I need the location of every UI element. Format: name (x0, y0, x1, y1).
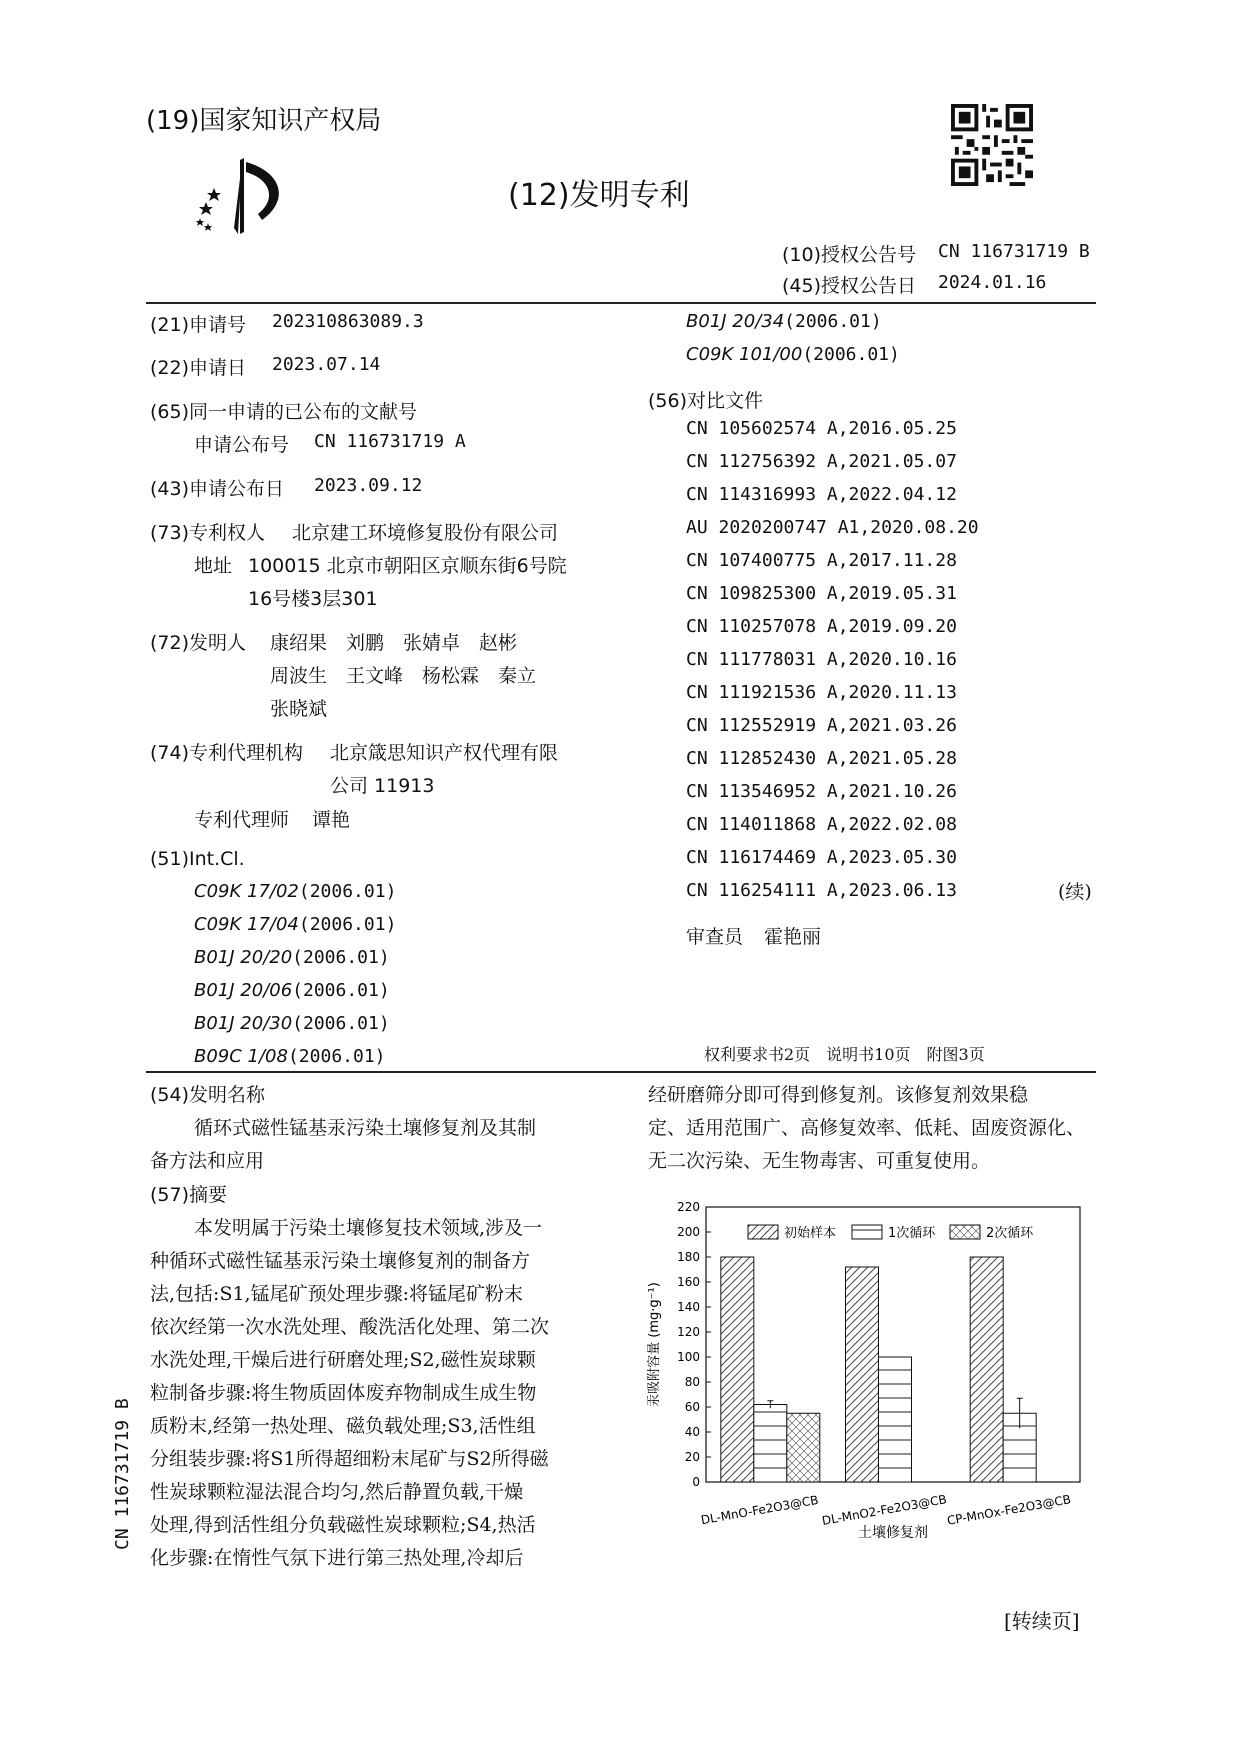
qr-code-icon (951, 104, 1033, 186)
y-axis-label: 汞吸附容量 (mg·g⁻¹) (647, 1282, 662, 1407)
abstract-line: 性炭球颗粒湿法混合均匀,然后静置负载,干燥 (150, 1481, 524, 1503)
address-label: 地址 (194, 555, 233, 577)
agent-label: 专利代理师 (194, 809, 290, 831)
abstract-line: 定、适用范围广、高修复效率、低耗、固废资源化、 (648, 1117, 1086, 1139)
reference-item: CN 114316993 A,2022.04.12 (686, 484, 957, 505)
page-counts: 权利要求书2页 说明书10页 附图3页 (704, 1045, 985, 1064)
grant-pub-no: CN 116731719 B (938, 241, 1090, 262)
legend-swatch (950, 1225, 980, 1239)
agent: 谭艳 (312, 809, 351, 831)
reference-item: AU 2020200747 A1,2020.08.20 (686, 517, 979, 538)
y-tick-label: 160 (677, 1275, 700, 1289)
examiner-label: 审查员 (686, 926, 744, 948)
bar (846, 1267, 879, 1482)
y-tick-label: 120 (677, 1325, 700, 1339)
title-line-2: 备方法和应用 (150, 1150, 265, 1172)
ipc-line: C09K 17/04(2006.01) (194, 914, 397, 935)
x-tick-label: CP-MnOx-Fe2O3@CB (945, 1492, 1072, 1528)
app-date-label: (22)申请日 (150, 357, 247, 379)
reference-item: CN 111778031 A,2020.10.16 (686, 649, 957, 670)
abstract-label: (57)摘要 (150, 1184, 228, 1206)
bar (787, 1413, 820, 1482)
reference-item: CN 112852430 A,2021.05.28 (686, 748, 957, 769)
prior-pub-label: (65)同一申请的已公布的文献号 (150, 401, 418, 423)
reference-item: CN 107400775 A,2017.11.28 (686, 550, 957, 571)
patentee: 北京建工环境修复股份有限公司 (292, 522, 559, 544)
y-tick-label: 180 (677, 1250, 700, 1264)
agency-label: (74)专利代理机构 (150, 742, 304, 764)
y-tick-label: 100 (677, 1350, 700, 1364)
grant-pub-date-label: (45)授权公告日 (782, 275, 917, 297)
mid-rule (146, 1071, 1096, 1073)
bar (754, 1405, 787, 1483)
legend-label: 初始样本 (784, 1226, 837, 1241)
ipc-line: B01J 20/34(2006.01) (686, 311, 882, 332)
side-publication-number: CN 116731719 B (112, 1398, 133, 1550)
y-tick-label: 60 (684, 1400, 700, 1414)
reference-item: CN 116254111 A,2023.06.13 (686, 880, 957, 901)
y-tick-label: 200 (677, 1225, 700, 1239)
y-tick-label: 140 (677, 1300, 700, 1314)
ipc-line: B01J 20/30(2006.01) (194, 1013, 390, 1034)
grant-pub-date: 2024.01.16 (938, 272, 1047, 293)
x-tick-label: DL-MnO2-Fe2O3@CB (820, 1492, 948, 1528)
abstract-line: 化步骤:在惰性气氛下进行第三热处理,冷却后 (150, 1547, 524, 1569)
intcl-label: (51)Int.Cl. (150, 848, 245, 870)
legend-label: 1次循环 (888, 1226, 936, 1241)
ipc-line: C09K 17/02(2006.01) (194, 881, 397, 902)
ipc-line: B09C 1/08(2006.01) (194, 1046, 386, 1067)
header-rule (146, 302, 1096, 304)
reference-item: CN 112552919 A,2021.03.26 (686, 715, 957, 736)
y-tick-label: 220 (677, 1200, 700, 1214)
abstract-line: 分组装步骤:将S1所得超细粉末尾矿与S2所得磁 (150, 1448, 549, 1470)
address-line-2: 16号楼3层301 (248, 588, 378, 610)
cnipa-logo (184, 150, 304, 240)
legend-label: 2次循环 (986, 1226, 1034, 1241)
reference-item: CN 109825300 A,2019.05.31 (686, 583, 957, 604)
pub-no-label: 申请公布号 (194, 434, 290, 456)
pub-date-label: (43)申请公布日 (150, 478, 285, 500)
patentee-label: (73)专利权人 (150, 522, 266, 544)
y-tick-label: 40 (684, 1425, 700, 1439)
references-label: (56)对比文件 (648, 390, 764, 412)
inventors-label: (72)发明人 (150, 632, 247, 654)
ipc-line: B01J 20/06(2006.01) (194, 980, 390, 1001)
abstract-line: 处理,得到活性组分负载磁性炭球颗粒;S4,热活 (150, 1514, 536, 1536)
app-date: 2023.07.14 (272, 354, 381, 375)
reference-item: CN 105602574 A,2016.05.25 (686, 418, 957, 439)
ipc-line: B01J 20/20(2006.01) (194, 947, 390, 968)
grant-pub-no-label: (10)授权公告号 (782, 244, 917, 266)
abstract-line: 法,包括:S1,锰尾矿预处理步骤:将锰尾矿粉末 (150, 1283, 523, 1305)
y-tick-label: 20 (684, 1450, 700, 1464)
pub-no: CN 116731719 A (314, 431, 466, 452)
inventors-line-1: 康绍果 刘鹏 张婧卓 赵彬 (270, 632, 518, 654)
abstract-line: 质粉末,经第一热处理、磁负载处理;S3,活性组 (150, 1415, 536, 1437)
bar (879, 1357, 912, 1482)
document-type: (12)发明专利 (508, 178, 690, 213)
abstract-line: 本发明属于污染土壤修复技术领域,涉及一 (194, 1217, 543, 1239)
pub-date: 2023.09.12 (314, 475, 423, 496)
title-label: (54)发明名称 (150, 1084, 266, 1106)
continued-mark: (续) (1058, 881, 1092, 903)
abstract-line: 经研磨筛分即可得到修复剂。该修复剂效果稳 (648, 1084, 1029, 1106)
agency-line-2: 公司 11913 (330, 775, 435, 797)
reference-item: CN 110257078 A,2019.09.20 (686, 616, 957, 637)
inventors-line-2: 周波生 王文峰 杨松霖 秦立 (270, 665, 537, 687)
legend-swatch (748, 1225, 778, 1239)
x-axis-label: 土壤修复剂 (858, 1525, 928, 1541)
abstract-line: 无二次污染、无生物毒害、可重复使用。 (648, 1150, 991, 1172)
address-line-1: 100015 北京市朝阳区京顺东街6号院 (248, 555, 567, 577)
examiner: 霍艳丽 (764, 926, 822, 948)
title-line-1: 循环式磁性锰基汞污染土壤修复剂及其制 (194, 1117, 537, 1139)
abstract-line: 种循环式磁性锰基汞污染土壤修复剂的制备方 (150, 1250, 531, 1272)
agency-line-1: 北京箴思知识产权代理有限 (330, 742, 559, 764)
abstract-line: 水洗处理,干燥后进行研磨处理;S2,磁性炭球颗 (150, 1349, 536, 1371)
bar (970, 1257, 1003, 1482)
abstract-line: 依次经第一次水洗处理、酸洗活化处理、第二次 (150, 1316, 550, 1338)
bar (721, 1257, 754, 1482)
y-tick-label: 80 (684, 1375, 700, 1389)
app-no-label: (21)申请号 (150, 314, 247, 336)
reference-item: CN 116174469 A,2023.05.30 (686, 847, 957, 868)
app-no: 202310863089.3 (272, 311, 424, 332)
inventors-line-3: 张晓斌 (270, 698, 328, 720)
footer-continued: [转续页] (1004, 1609, 1080, 1633)
reference-item: CN 113546952 A,2021.10.26 (686, 781, 957, 802)
y-tick-label: 0 (692, 1475, 700, 1489)
x-tick-label: DL-MnO-Fe2O3@CB (699, 1492, 820, 1528)
abstract-line: 粒制备步骤:将生物质固体废弃物制成生成生物 (150, 1382, 537, 1404)
reference-item: CN 114011868 A,2022.02.08 (686, 814, 957, 835)
office-name: (19)国家知识产权局 (146, 106, 382, 136)
ipc-line: C09K 101/00(2006.01) (686, 344, 900, 365)
legend-swatch (852, 1225, 882, 1239)
reference-item: CN 112756392 A,2021.05.07 (686, 451, 957, 472)
reference-item: CN 111921536 A,2020.11.13 (686, 682, 957, 703)
mercury-adsorption-chart (620, 1195, 1100, 1545)
